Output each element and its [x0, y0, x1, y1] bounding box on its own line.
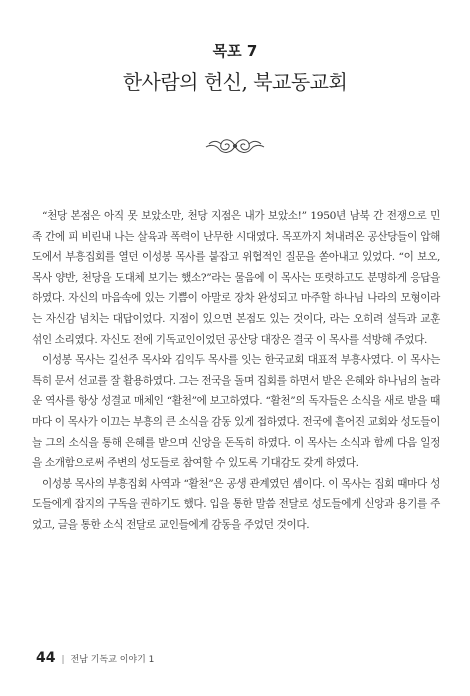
footer-divider: | — [61, 655, 65, 665]
chapter-title: 한사람의 헌신, 북교동교회 — [122, 70, 348, 94]
running-title: 전남 기독교 이야기 1 — [70, 655, 155, 665]
paragraph-3: 이성봉 목사의 부흥집회 사역과 “활천”은 공생 관계였던 셈이다. 이 목사는 집회 때마다 성도들에게 잡지의 구독을 권하기도 했다. 입을 통한 말씀 전달로 성도들에게 신앙과 용기를 주었고, 글을 통한 소식 전달로 교인들에게 감동을 주었던 것이다. — [32, 477, 440, 531]
body-text — [32, 206, 440, 536]
page-number: 44 — [36, 650, 56, 666]
paragraph-1: “천당 본점은 아직 못 보았소만, 천당 지점은 내가 보았소!” 1950년 남북 간 전쟁으로 민족 간에 피 비린내 나는 살육과 폭력이 난무한 시대였다. 목포까지 쳐내려온 공산당들이 압해도에서 부흥집회를 열던 이성봉 목사를 붙잡고 위협적인 질문을 쏟아내고 있었다. “이 보오, 목사 양반, 천당을 도대체 보기는 했소?”라는 물음에 이 목사는 또렷하고도 분명하게 응답을 하였다. 자신의 마음속에 있는 기쁨이 아말로 장차 완성되고 마주할 하나님 나라의 모형이라는 자신감 넘치는 대답이었다. 지점이 있으면 본점도 있는 것이다, 라는 오히려 설득과 교훈 섞인 소리였다. 자신도 전에 기독교인이었던 공산당 대장은 결국 이 목사를 석방해 주었다. — [32, 210, 440, 346]
page-footer — [36, 650, 154, 670]
decorative-flourish-icon — [203, 134, 267, 158]
paragraph-2: 이성봉 목사는 길선주 목사와 김익두 목사를 잇는 한국교회 대표적 부흥사였다. 이 목사는 특히 문서 선교를 잘 활용하였다. 그는 전국을 돌며 집회를 하면서 받은 은혜와 하나님의 놀라운 역사를 항상 성결교 매체인 “활천”에 보고하였다. “활천”의 독자들은 소식을 새로 받을 때마다 이 목사가 이끄는 부흥의 큰 소식을 감동 있게 접하였다. 전국에 흩어진 교회와 성도들이 늘 그의 소식을 통해 은혜를 받으며 신앙을 돈독히 하였다. 이 목사는 소식과 함께 다음 일정을 소개함으로써 주변의 성도들로 참여할 수 있도록 기대감도 갖게 하였다. — [32, 354, 440, 470]
chapter-label: 목포 7 — [212, 42, 258, 60]
